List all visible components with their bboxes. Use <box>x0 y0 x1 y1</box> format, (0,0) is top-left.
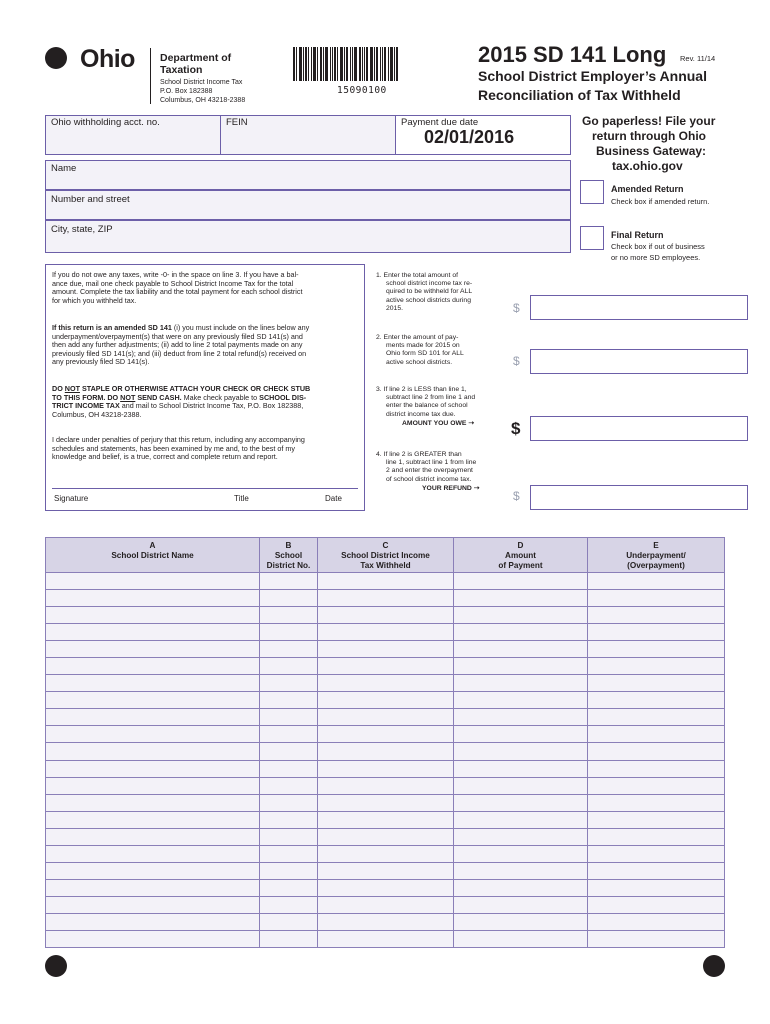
table-row <box>46 658 725 675</box>
district-name-cell[interactable] <box>46 590 260 607</box>
dept-name: Department of <box>160 52 232 64</box>
district-name-cell[interactable] <box>46 641 260 658</box>
payment-amount-cell[interactable] <box>454 573 588 590</box>
payment-amount-cell[interactable] <box>454 777 588 794</box>
district-name-cell[interactable] <box>46 862 260 879</box>
tax-withheld-cell[interactable] <box>318 862 454 879</box>
district-name-cell[interactable] <box>46 811 260 828</box>
table-row <box>46 896 725 913</box>
registration-mark-top-left <box>45 47 67 69</box>
tax-withheld-cell[interactable] <box>318 624 454 641</box>
col-header-tax-withheld: C School District Income Tax Withheld <box>318 538 454 573</box>
under-overpayment-cell[interactable] <box>588 590 725 607</box>
under-overpayment-cell[interactable] <box>588 760 725 777</box>
tax-withheld-cell[interactable] <box>318 573 454 590</box>
payment-amount-cell[interactable] <box>454 607 588 624</box>
under-overpayment-cell[interactable] <box>588 794 725 811</box>
col-header-under-overpayment: E Underpayment/ (Overpayment) <box>588 538 725 573</box>
tax-withheld-cell[interactable] <box>318 794 454 811</box>
instructions-paragraph-2: If this return is an amended SD 141 (i) you must include on the lines below any underpayment/overpayment(s) that were on any previously filed SD 141(s) and then add any further adjustments; (ii) add to line 2 total payments made on any previously filed SD 141(s); and (iii) deduct from line 2 total refund(s) received on any previously filed SD 141(s). <box>52 323 310 367</box>
table-row <box>46 624 725 641</box>
signature-line[interactable] <box>52 488 358 489</box>
table-row <box>46 811 725 828</box>
line-2-text: 2. Enter the amount of pay- ments made for 2015 on Ohio form SD 101 for ALL active school districts. <box>376 334 464 366</box>
line-3-text: 3. If line 2 is LESS than line 1, subtract line 2 from line 1 and enter the balance of school district income tax due. AMOUNT YOU OWE ➝ <box>376 386 476 427</box>
under-overpayment-cell[interactable] <box>588 845 725 862</box>
district-no-cell[interactable] <box>260 760 318 777</box>
tax-withheld-cell[interactable] <box>318 777 454 794</box>
date-label: Date <box>325 494 342 503</box>
final-return-desc-1: Check box if out of business <box>611 242 705 251</box>
table-row <box>46 879 725 896</box>
district-no-cell[interactable] <box>260 811 318 828</box>
payment-amount-cell[interactable] <box>454 760 588 777</box>
school-district-table <box>45 537 725 948</box>
under-overpayment-cell[interactable] <box>588 828 725 845</box>
district-no-cell[interactable] <box>260 573 318 590</box>
payment-amount-cell[interactable] <box>454 641 588 658</box>
district-no-cell[interactable] <box>260 675 318 692</box>
district-name-cell[interactable] <box>46 913 260 930</box>
district-name-cell[interactable] <box>46 760 260 777</box>
tax-withheld-cell[interactable] <box>318 913 454 930</box>
district-no-cell[interactable] <box>260 913 318 930</box>
tax-withheld-cell[interactable] <box>318 760 454 777</box>
dept-name-2: Taxation <box>160 64 203 76</box>
district-no-cell[interactable] <box>260 828 318 845</box>
title-label: Title <box>234 494 249 503</box>
line-2-dollar-sign: $ <box>513 354 520 368</box>
table-row <box>46 760 725 777</box>
district-name-cell[interactable] <box>46 692 260 709</box>
amended-return-checkbox[interactable] <box>580 180 604 204</box>
table-body <box>46 573 725 948</box>
district-name-cell[interactable] <box>46 726 260 743</box>
district-name-cell[interactable] <box>46 607 260 624</box>
under-overpayment-cell[interactable] <box>588 573 725 590</box>
payment-amount-cell[interactable] <box>454 862 588 879</box>
final-return-checkbox[interactable] <box>580 226 604 250</box>
payment-due-label: Payment due date <box>401 117 479 128</box>
line-1-total-tax-input[interactable] <box>530 295 748 320</box>
tax-withheld-cell[interactable] <box>318 811 454 828</box>
amended-return-title: Amended Return <box>611 184 684 194</box>
instructions-paragraph-4: I declare under penalties of perjury that this return, including any accompanying schedules and statements, has been examined by me and, to the best of my knowledge and belief, is a true, correct and complete return and report. <box>52 435 305 462</box>
under-overpayment-cell[interactable] <box>588 743 725 760</box>
under-overpayment-cell[interactable] <box>588 726 725 743</box>
district-name-cell[interactable] <box>46 624 260 641</box>
paperless-notice-3: Business Gateway: <box>596 144 707 158</box>
form-subtitle-1: School District Employer’s Annual <box>478 68 707 84</box>
signature-label: Signature <box>54 494 89 503</box>
city-state-zip-field[interactable] <box>45 220 571 253</box>
line-4-text: 4. If line 2 is GREATER than line 1, subtract line 1 from line 2 and enter the overpayment of school district income tax. YOUR REFUND ➝ <box>376 451 480 492</box>
district-no-cell[interactable] <box>260 879 318 896</box>
payment-amount-cell[interactable] <box>454 879 588 896</box>
paperless-notice-1: Go paperless! File your <box>582 114 716 128</box>
line-3-amount-owed-input[interactable] <box>530 416 748 441</box>
name-field[interactable] <box>45 160 571 190</box>
under-overpayment-cell[interactable] <box>588 675 725 692</box>
registration-mark-bottom-left <box>45 955 67 977</box>
tax-withheld-cell[interactable] <box>318 590 454 607</box>
under-overpayment-cell[interactable] <box>588 862 725 879</box>
line-2-payments-input[interactable] <box>530 349 748 374</box>
line-3-dollar-sign: $ <box>511 419 521 438</box>
tax-withheld-cell[interactable] <box>318 692 454 709</box>
registration-mark-bottom-right <box>703 955 725 977</box>
tax-withheld-cell[interactable] <box>318 675 454 692</box>
table-row <box>46 845 725 862</box>
table-row <box>46 590 725 607</box>
payment-amount-cell[interactable] <box>454 794 588 811</box>
table-row <box>46 573 725 590</box>
district-name-cell[interactable] <box>46 794 260 811</box>
payment-amount-cell[interactable] <box>454 624 588 641</box>
district-name-cell[interactable] <box>46 845 260 862</box>
tax-withheld-cell[interactable] <box>318 845 454 862</box>
payment-amount-cell[interactable] <box>454 896 588 913</box>
district-no-cell[interactable] <box>260 845 318 862</box>
district-no-cell[interactable] <box>260 658 318 675</box>
district-name-cell[interactable] <box>46 743 260 760</box>
under-overpayment-cell[interactable] <box>588 930 725 947</box>
table-header-row <box>46 538 725 573</box>
paperless-url: tax.ohio.gov <box>612 159 683 173</box>
payment-amount-cell[interactable] <box>454 658 588 675</box>
street-label: Number and street <box>51 194 130 205</box>
district-name-cell[interactable] <box>46 709 260 726</box>
tax-withheld-cell[interactable] <box>318 828 454 845</box>
table-row <box>46 828 725 845</box>
final-return-desc-2: or no more SD employees. <box>611 253 701 262</box>
payment-amount-cell[interactable] <box>454 930 588 947</box>
line-4-dollar-sign: $ <box>513 489 520 503</box>
district-no-cell[interactable] <box>260 862 318 879</box>
table-row <box>46 930 725 947</box>
name-label: Name <box>51 163 77 174</box>
district-no-cell[interactable] <box>260 709 318 726</box>
table-row <box>46 862 725 879</box>
table-row <box>46 692 725 709</box>
under-overpayment-cell[interactable] <box>588 879 725 896</box>
under-overpayment-cell[interactable] <box>588 896 725 913</box>
ohio-logo: Ohio <box>80 45 135 73</box>
district-no-cell[interactable] <box>260 607 318 624</box>
payment-amount-cell[interactable] <box>454 845 588 862</box>
tax-withheld-cell[interactable] <box>318 930 454 947</box>
city-state-zip-label: City, state, ZIP <box>51 224 113 235</box>
payment-amount-cell[interactable] <box>454 743 588 760</box>
district-no-cell[interactable] <box>260 624 318 641</box>
payment-due-date: 02/01/2016 <box>424 127 515 147</box>
paperless-notice-2: return through Ohio <box>592 129 706 143</box>
form-barcode <box>293 47 403 81</box>
tax-withheld-cell[interactable] <box>318 879 454 896</box>
under-overpayment-cell[interactable] <box>588 624 725 641</box>
table-row <box>46 794 725 811</box>
instructions-paragraph-3: DO NOT STAPLE OR OTHERWISE ATTACH YOUR CHECK OR CHECK STUB TO THIS FORM. DO NOT SEND CASH. Make check payable to SCHOOL DIS- TRICT INCOME TAX and mail to School District Income Tax, P.O. Box 182388, Columbus, OH 43218-2388. <box>52 384 311 419</box>
district-name-cell[interactable] <box>46 777 260 794</box>
payment-amount-cell[interactable] <box>454 692 588 709</box>
payment-amount-cell[interactable] <box>454 726 588 743</box>
district-name-cell[interactable] <box>46 879 260 896</box>
under-overpayment-cell[interactable] <box>588 658 725 675</box>
amended-return-desc: Check box if amended return. <box>611 197 710 206</box>
under-overpayment-cell[interactable] <box>588 913 725 930</box>
form-subtitle-2: Reconciliation of Tax Withheld <box>478 87 681 103</box>
table-row <box>46 607 725 624</box>
district-no-cell[interactable] <box>260 590 318 607</box>
table-row <box>46 641 725 658</box>
table-row <box>46 675 725 692</box>
final-return-title: Final Return <box>611 230 664 240</box>
under-overpayment-cell[interactable] <box>588 607 725 624</box>
district-name-cell[interactable] <box>46 658 260 675</box>
under-overpayment-cell[interactable] <box>588 641 725 658</box>
payment-amount-cell[interactable] <box>454 811 588 828</box>
line-4-refund-input[interactable] <box>530 485 748 510</box>
district-no-cell[interactable] <box>260 930 318 947</box>
tax-withheld-cell[interactable] <box>318 641 454 658</box>
tax-withheld-cell[interactable] <box>318 658 454 675</box>
instructions-paragraph-1: If you do not owe any taxes, write -0- in the space on line 3. If you have a bal- ance due, mail one check payable to School District Income Tax for the total amount. Complete the tax liability and the total payment for each school district for which you withheld tax. <box>52 270 303 305</box>
tax-withheld-cell[interactable] <box>318 896 454 913</box>
tax-withheld-cell[interactable] <box>318 726 454 743</box>
district-no-cell[interactable] <box>260 777 318 794</box>
table-row <box>46 743 725 760</box>
form-revision: Rev. 11/14 <box>680 54 716 63</box>
district-no-cell[interactable] <box>260 726 318 743</box>
table-row <box>46 913 725 930</box>
district-name-cell[interactable] <box>46 930 260 947</box>
tax-withheld-cell[interactable] <box>318 743 454 760</box>
district-no-cell[interactable] <box>260 794 318 811</box>
payment-amount-cell[interactable] <box>454 709 588 726</box>
tax-withheld-cell[interactable] <box>318 607 454 624</box>
payment-amount-cell[interactable] <box>454 590 588 607</box>
col-header-district-no: B School District No. <box>260 538 318 573</box>
payment-amount-cell[interactable] <box>454 675 588 692</box>
agency-address-1: School District Income Tax <box>160 79 243 86</box>
under-overpayment-cell[interactable] <box>588 811 725 828</box>
payment-amount-cell[interactable] <box>454 913 588 930</box>
district-name-cell[interactable] <box>46 896 260 913</box>
district-no-cell[interactable] <box>260 641 318 658</box>
payment-amount-cell[interactable] <box>454 828 588 845</box>
under-overpayment-cell[interactable] <box>588 692 725 709</box>
col-header-district-name: A School District Name <box>46 538 260 573</box>
under-overpayment-cell[interactable] <box>588 777 725 794</box>
district-no-cell[interactable] <box>260 896 318 913</box>
table-row <box>46 726 725 743</box>
barcode-number: 15090100 <box>337 85 387 96</box>
district-no-cell[interactable] <box>260 692 318 709</box>
line-1-dollar-sign: $ <box>513 301 520 315</box>
agency-address-3: Columbus, OH 43218-2388 <box>160 97 246 104</box>
district-name-cell[interactable] <box>46 573 260 590</box>
district-name-cell[interactable] <box>46 828 260 845</box>
line-1-text: 1. Enter the total amount of school district income tax re- quired to be withheld for ALL active school districts during 2015. <box>376 272 473 312</box>
form-title: 2015 SD 141 Long <box>478 42 667 67</box>
under-overpayment-cell[interactable] <box>588 709 725 726</box>
withholding-account-label: Ohio withholding acct. no. <box>51 117 160 128</box>
tax-withheld-cell[interactable] <box>318 709 454 726</box>
col-header-amount-payment: D Amount of Payment <box>454 538 588 573</box>
agency-address-2: P.O. Box 182388 <box>160 88 213 95</box>
district-no-cell[interactable] <box>260 743 318 760</box>
table-row <box>46 777 725 794</box>
fein-label: FEIN <box>226 117 248 128</box>
logo-divider <box>150 48 151 104</box>
district-name-cell[interactable] <box>46 675 260 692</box>
table-row <box>46 709 725 726</box>
